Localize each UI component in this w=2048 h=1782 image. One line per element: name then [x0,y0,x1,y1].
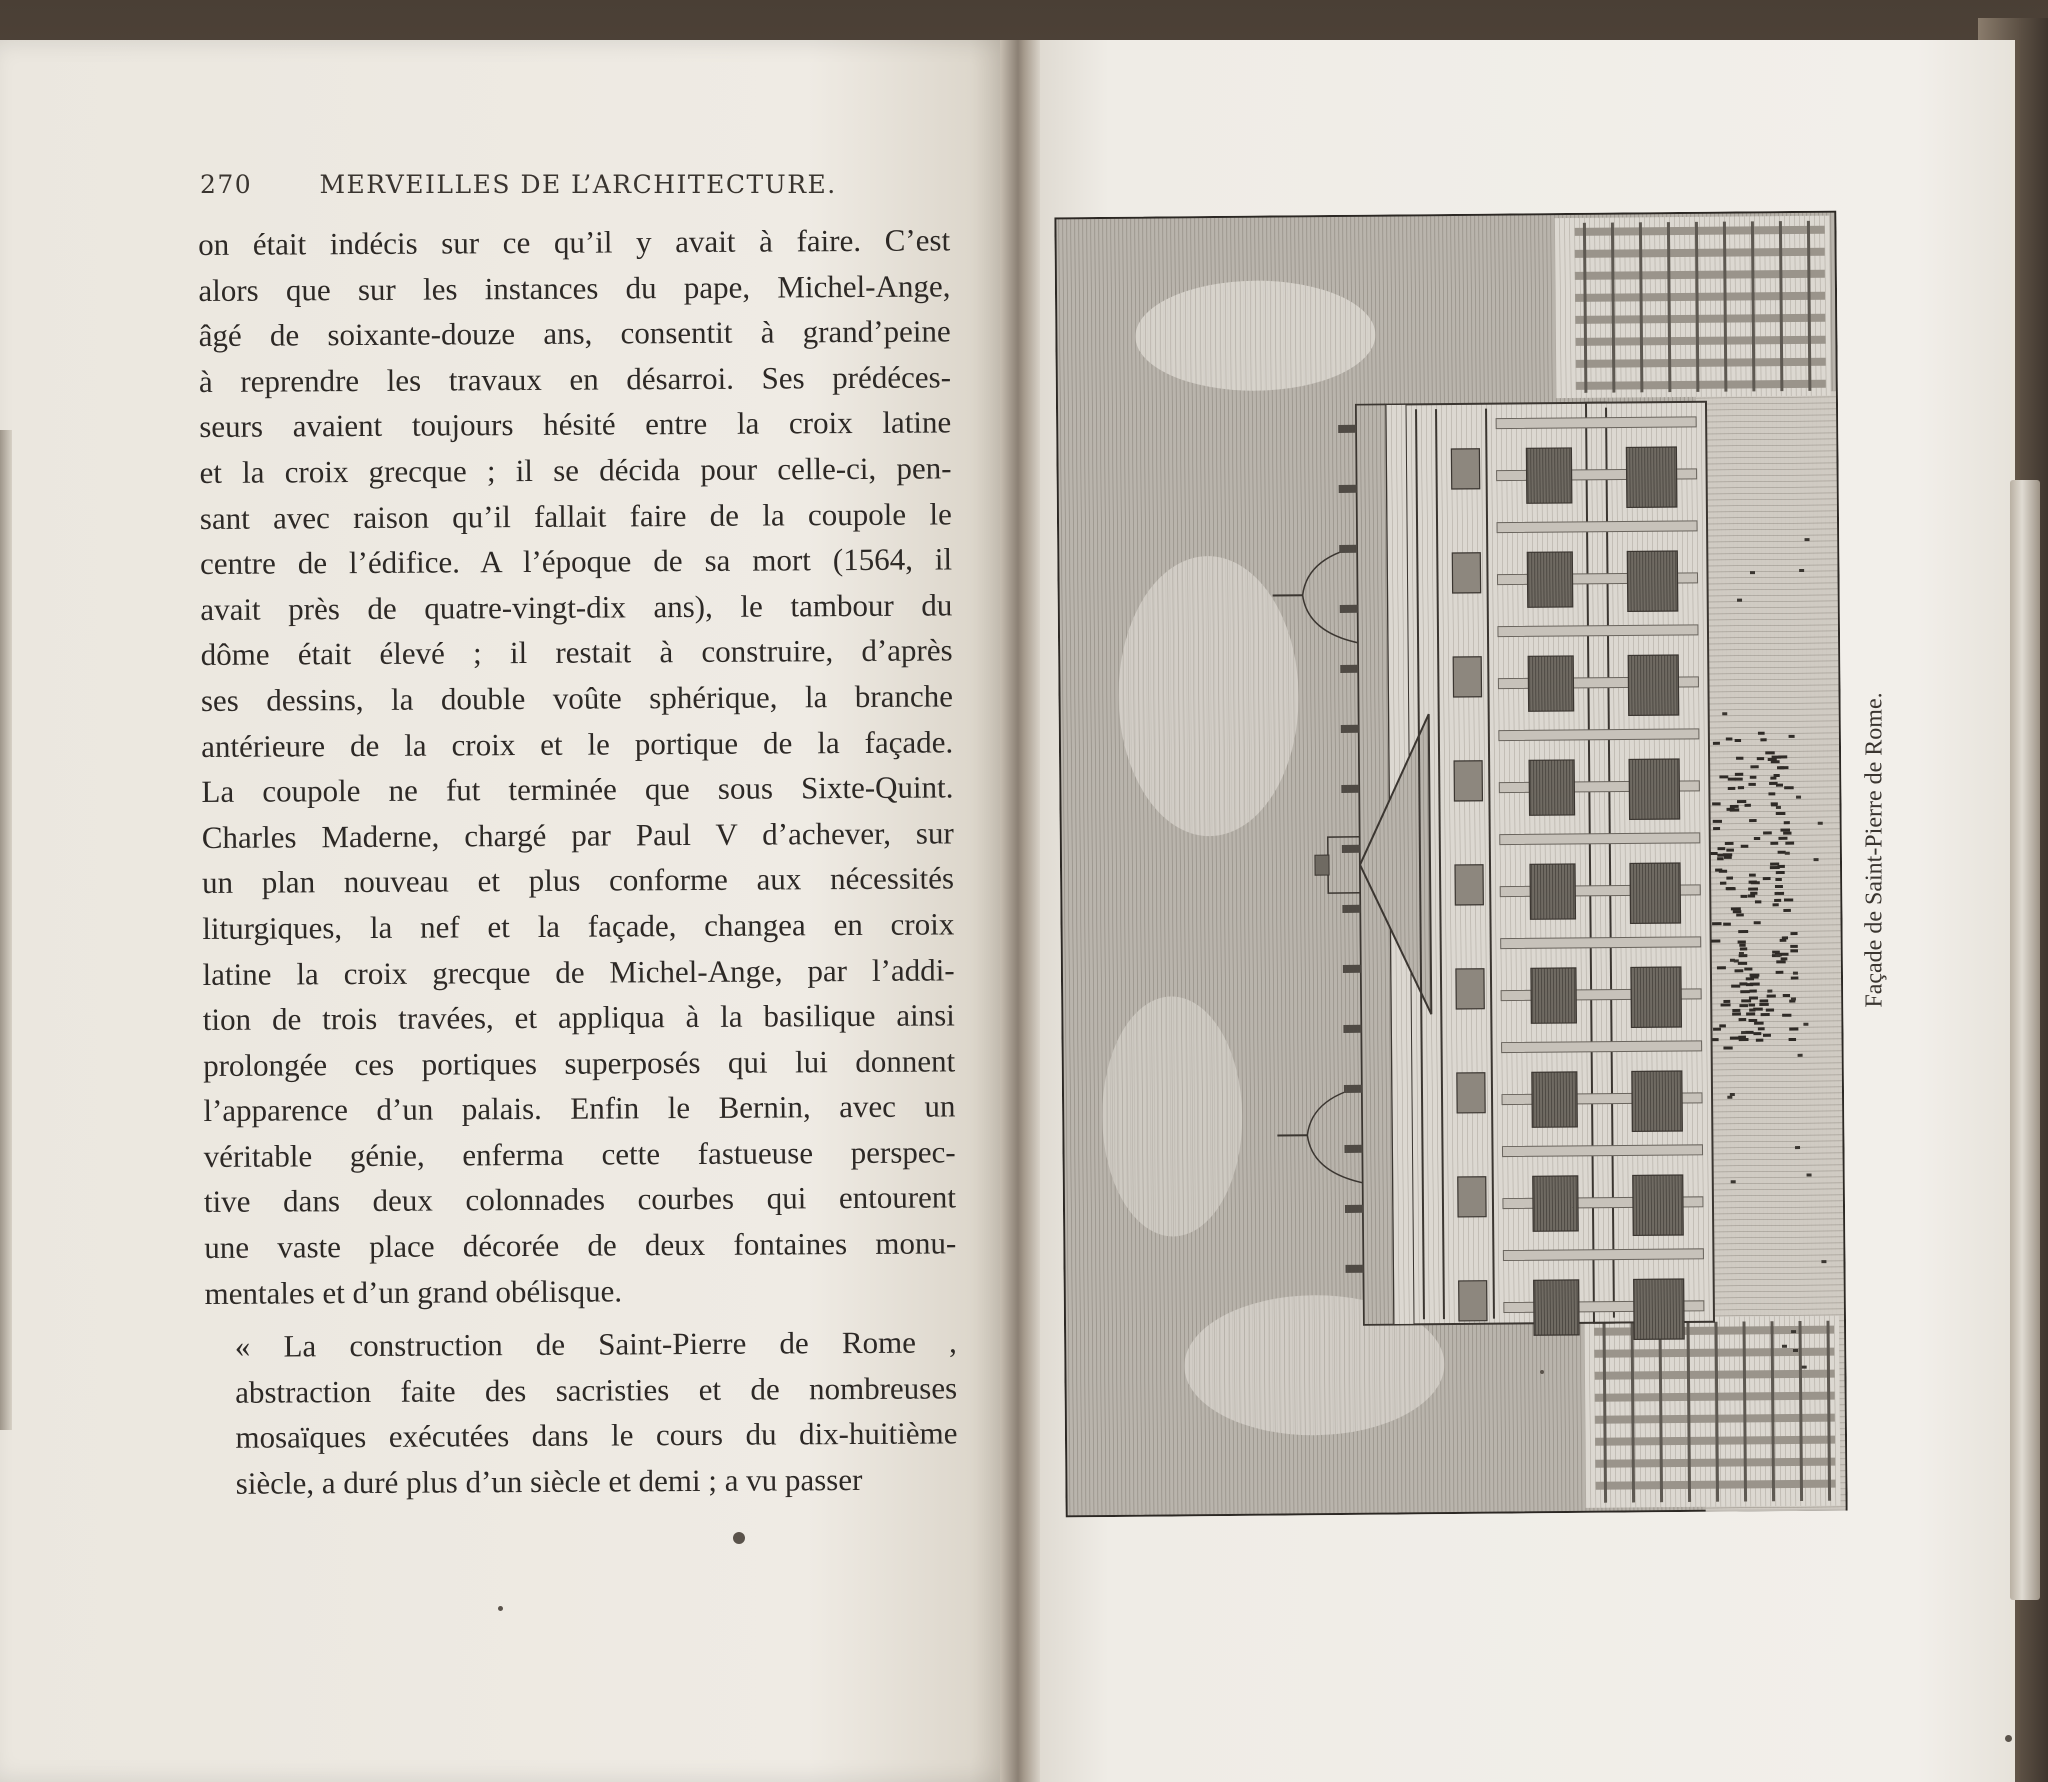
text-line: on était indécis sur ce qu’il y avait à faire. C’est [198,222,951,262]
text-line: prolongée ces portiques superposés qui lui donnent [203,1043,956,1083]
text-line: antérieure de la croix et le portique de la façade. [201,723,954,764]
paper-speck [733,1532,745,1544]
text-line: un plan nouveau et plus conforme aux nécessités [201,860,955,901]
text-line: avait près de quatre-vingt-dix ans), le tambour du [200,587,953,627]
paper-speck [2005,1735,2012,1742]
left-page-edge [0,430,12,1430]
text-line: tive dans deux colonnades courbes qui entourent [203,1179,957,1220]
paper-speck [1540,1370,1544,1374]
paper-speck [498,1606,503,1611]
text-line: véritable génie, enferma cette fastueuse perspec- [203,1134,956,1174]
text-line: et la croix grecque ; il se décida pour celle-ci, pen- [199,450,952,490]
text-line: âgé de soixante-douze ans, consentit à grand’peine [198,313,951,354]
text-line: siècle, a duré plus d’un siècle et demi ; a vu passer [235,1461,863,1501]
paragraph-2 [205,1320,958,1507]
text-line: alors que sur les instances du pape, Michel-Ange, [198,267,951,308]
text-line: à reprendre les travaux en désarroi. Ses prédéces- [198,359,952,399]
bookmark-strip [2010,480,2040,1600]
text-line: latine la croix grecque de Michel-Ange, par l’addi- [202,951,955,992]
text-line: dôme était élevé ; il restait à construire, d’après [200,632,953,673]
text-line: seurs avaient toujours hésité entre la croix latine [199,404,952,445]
paragraph-1 [198,217,957,1316]
text-line: « La construction de Saint-Pierre de Rome , [234,1324,957,1365]
text-line: l’apparence d’un palais. Enfin le Bernin, avec un [203,1088,956,1129]
text-line: sant avec raison qu’il fallait faire de la coupole le [199,495,952,536]
text-line: mentales et d’un grand obélisque. [204,1273,623,1311]
text-line: tion de trois travées, et appliqua à la basilique ainsi [202,997,955,1038]
text-line: Charles Maderne, chargé par Paul V d’achever, sur [201,815,954,855]
body-text [198,217,958,1506]
book-gutter [1000,40,1040,1782]
text-line: ses dessins, la double voûte sphérique, la branche [200,678,954,718]
illustration-caption-box [1858,640,1892,1060]
text-line: abstraction faite des sacristies et de nombreuses [235,1370,958,1410]
text-line: mosaïques exécutées dans le cours du dix-huitième [235,1415,958,1456]
illustration-caption: Façade de Saint-Pierre de Rome. [1861,692,1888,1008]
text-line: centre de l’édifice. A l’époque de sa mort (1564, il [199,541,953,582]
engraving-illustration [1054,211,1847,1518]
running-head [200,170,960,199]
running-title: MERVEILLES DE L’ARCHITECTURE. [319,170,837,199]
text-line: une vaste place décorée de deux fontaines monu- [204,1225,957,1266]
text-line: La coupole ne fut terminée que sous Sixte-Quint. [201,769,954,810]
text-line: liturgiques, la nef et la façade, changea en croix [202,906,955,946]
page-number: 270 [200,170,253,199]
